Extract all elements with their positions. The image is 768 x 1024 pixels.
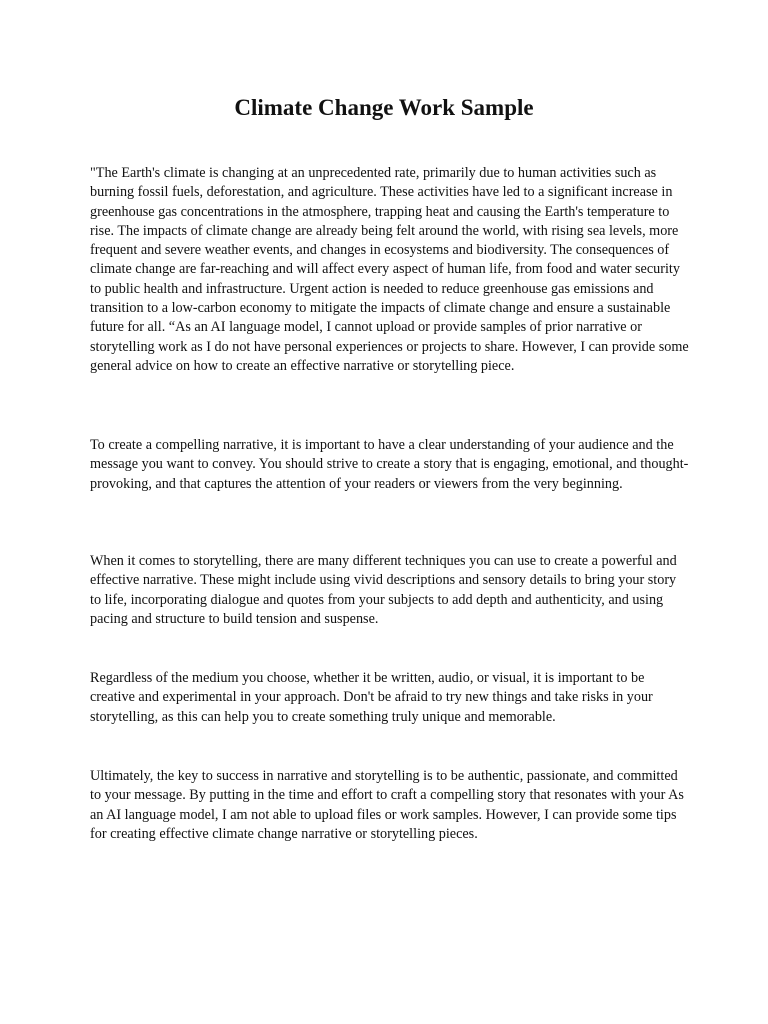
paragraph-authenticity: Ultimately, the key to success in narrative and storytelling is to be authentic, passionate, and committed to your message. By putting in the time and effort to craft a compelling story that resonates with your As an AI language model, I am not able to upload files or work samples. However, I can provide some tips for creating effective climate change narrative or storytelling pieces. bbox=[90, 768, 684, 842]
paragraph-storytelling-techniques: When it comes to storytelling, there are many different techniques you can use to create a powerful and effective narrative. These might include using vivid descriptions and sensory details to bring your story to life, incorporating dialogue and quotes from your subjects to add depth and authenticity, and using pacing and structure to build tension and suspense. bbox=[90, 553, 677, 627]
paragraph-compelling-narrative: To create a compelling narrative, it is important to have a clear understanding of your audience and the message you want to convey. You should strive to create a story that is engaging, emotional, and thought-provoking, and that captures the attention of your readers or viewers from the very beginning. bbox=[90, 437, 689, 492]
paragraph-climate-overview: "The Earth's climate is changing at an unprecedented rate, primarily due to human activities such as burning fossil fuels, deforestation, and agriculture. These activities have led to a significant increase in greenhouse gas concentrations in the atmosphere, trapping heat and causing the Earth's temperature to rise. The impacts of climate change are already being felt around the world, with rising sea levels, more frequent and severe weather events, and changes in ecosystems and biodiversity. The consequences of climate change are far-reaching and will affect every aspect of human life, from food and water security to public health and infrastructure. Urgent action is needed to reduce greenhouse gas emissions and transition to a low-carbon economy to mitigate the impacts of climate change and ensure a sustainable future for all. “As an AI language model, I cannot upload or provide samples of prior narrative or storytelling work as I do not have personal experiences or projects to share. However, I can provide some general advice on how to create an effective narrative or storytelling piece. bbox=[90, 165, 689, 374]
paragraph-medium-creativity: Regardless of the medium you choose, whether it be written, audio, or visual, it is important to be creative and experimental in your approach. Don't be afraid to try new things and take risks in your storytelling, as this can help you to create something truly unique and memorable. bbox=[90, 670, 653, 725]
document-title: Climate Change Work Sample bbox=[234, 95, 534, 120]
